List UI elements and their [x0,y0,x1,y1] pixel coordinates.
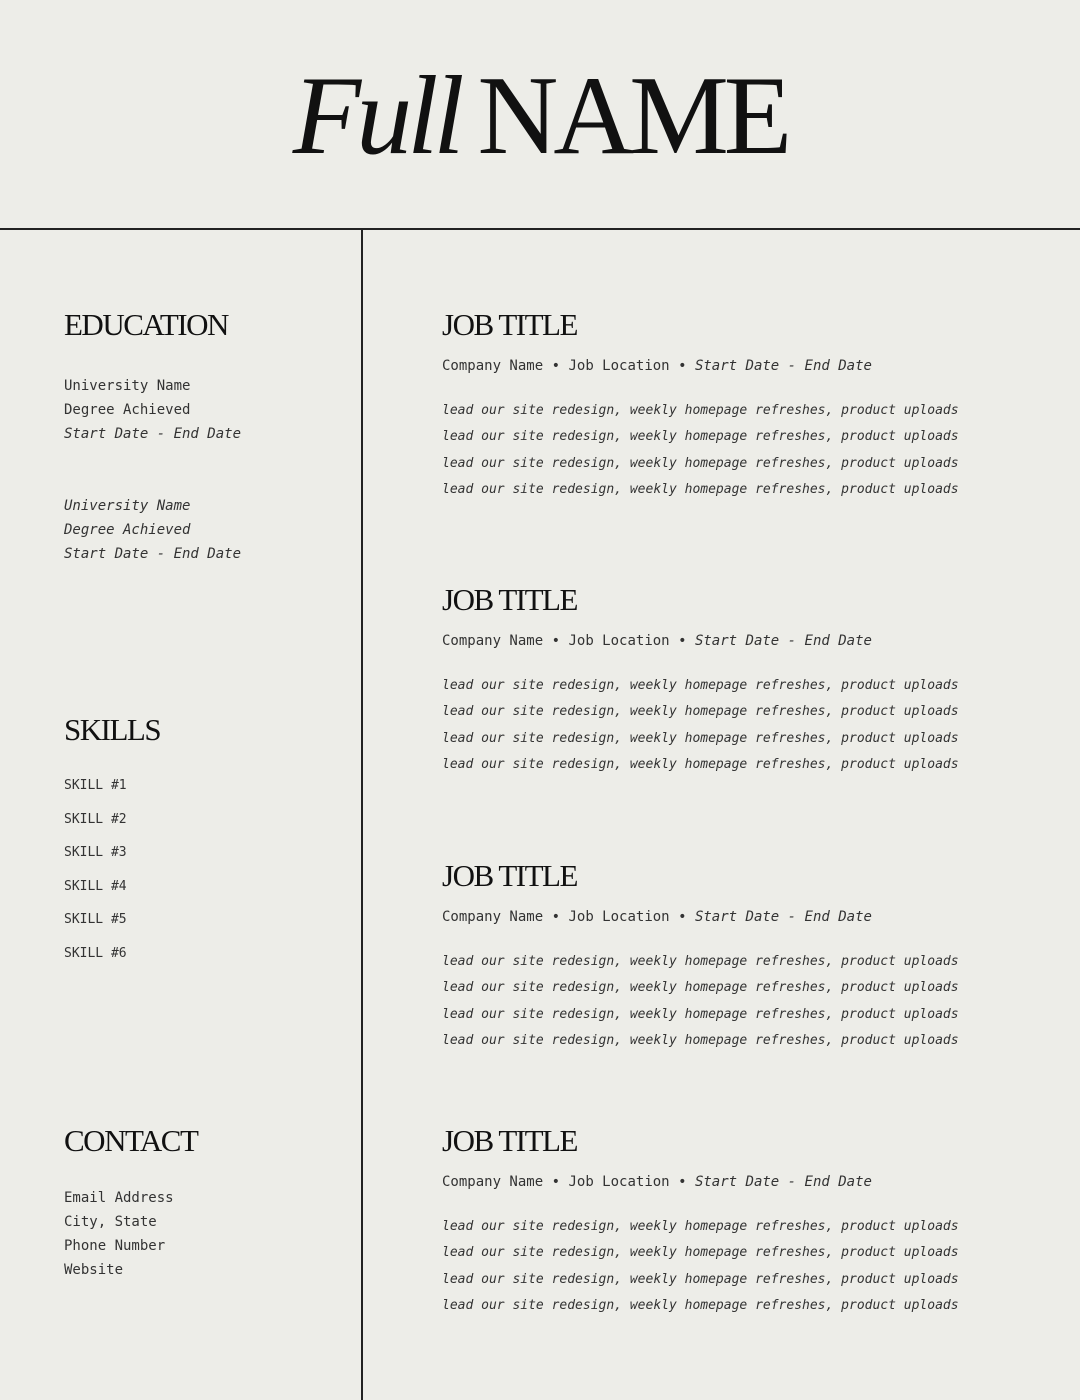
company-name: Company Name [442,358,544,374]
education-dates: Start Date - End Date [64,426,242,442]
job-title: JOB TITLE [442,582,577,617]
company-name: Company Name [442,1174,544,1190]
skill-item: SKILL #5 [64,912,127,928]
header-divider [0,228,1080,230]
job-bullet: lead our site redesign, weekly homepage refreshes, product uploads [442,730,959,746]
job-bullet: lead our site redesign, weekly homepage refreshes, product uploads [442,455,959,471]
job-title: JOB TITLE [442,1123,577,1158]
job-bullet: lead our site redesign, weekly homepage refreshes, product uploads [442,704,959,720]
job-bullet: lead our site redesign, weekly homepage refreshes, product uploads [442,1245,959,1261]
skills-section [64,714,160,971]
contact-item: Email Address [64,1190,174,1206]
job-bullet: lead our site redesign, weekly homepage refreshes, product uploads [442,757,959,773]
job-bullet: lead our site redesign, weekly homepage refreshes, product uploads [442,954,959,969]
education-entry [64,494,241,566]
job-bullet: lead our site redesign, weekly homepage refreshes, product uploads [442,429,959,445]
skill-item: SKILL #6 [64,945,127,961]
skills-list [64,769,160,971]
last-name: NAME [477,54,788,178]
skill-item: SKILL #2 [64,811,127,827]
job-bullet: lead our site redesign, weekly homepage refreshes, product uploads [442,1033,959,1049]
company-name: Company Name [442,909,544,925]
separator-dot: • [678,633,687,649]
education-dates: Start Date - End Date [64,546,242,562]
separator-dot: • [551,1174,561,1190]
job-dates: Start Date - End Date [694,1174,872,1190]
first-name: Full [292,54,460,178]
job-entry [442,860,959,1055]
job-dates: Start Date - End Date [694,358,872,374]
contact-section [64,1125,197,1282]
job-bullet: lead our site redesign, weekly homepage refreshes, product uploads [442,1298,959,1314]
job-meta [442,356,959,376]
degree: Degree Achieved [64,522,191,538]
separator-dot: • [678,358,687,374]
job-location: Job Location [568,909,670,925]
contact-list [64,1186,197,1282]
school-name: University Name [64,498,191,514]
job-bullet: lead our site redesign, weekly homepage refreshes, product uploads [442,678,959,693]
job-title: JOB TITLE [442,858,577,893]
contact-item: Phone Number [64,1238,166,1254]
education-entry [64,374,241,446]
job-bullet: lead our site redesign, weekly homepage refreshes, product uploads [442,403,959,418]
job-bullet: lead our site redesign, weekly homepage refreshes, product uploads [442,980,959,996]
company-name: Company Name [442,633,544,649]
school-name: University Name [64,378,191,394]
separator-dot: • [551,909,561,925]
education-section [64,309,241,566]
contact-heading: CONTACT [64,1123,198,1158]
job-entry [442,584,959,779]
job-entry [442,1125,959,1320]
skill-item: SKILL #1 [64,778,127,793]
job-dates: Start Date - End Date [694,909,872,925]
skill-item: SKILL #4 [64,878,127,894]
column-divider [361,229,363,1400]
job-bullet: lead our site redesign, weekly homepage refreshes, product uploads [442,1219,959,1234]
job-meta [442,907,959,927]
skills-heading: SKILLS [64,712,161,747]
separator-dot: • [551,633,561,649]
job-bullet: lead our site redesign, weekly homepage refreshes, product uploads [442,1271,959,1287]
contact-item: City, State [64,1214,157,1230]
separator-dot: • [551,358,561,374]
separator-dot: • [678,909,687,925]
job-location: Job Location [568,633,670,649]
job-location: Job Location [568,1174,670,1190]
job-dates: Start Date - End Date [694,633,872,649]
job-location: Job Location [568,358,670,374]
separator-dot: • [678,1174,687,1190]
job-bullet: lead our site redesign, weekly homepage refreshes, product uploads [442,1006,959,1022]
job-meta [442,1172,959,1192]
contact-item: Website [64,1262,124,1278]
skill-item: SKILL #3 [64,845,127,861]
job-entry [442,309,959,504]
job-bullet: lead our site redesign, weekly homepage refreshes, product uploads [442,482,959,498]
education-heading: EDUCATION [64,307,228,342]
degree: Degree Achieved [64,402,191,418]
full-name [0,54,1080,178]
job-meta [442,631,959,651]
job-title: JOB TITLE [442,307,577,342]
